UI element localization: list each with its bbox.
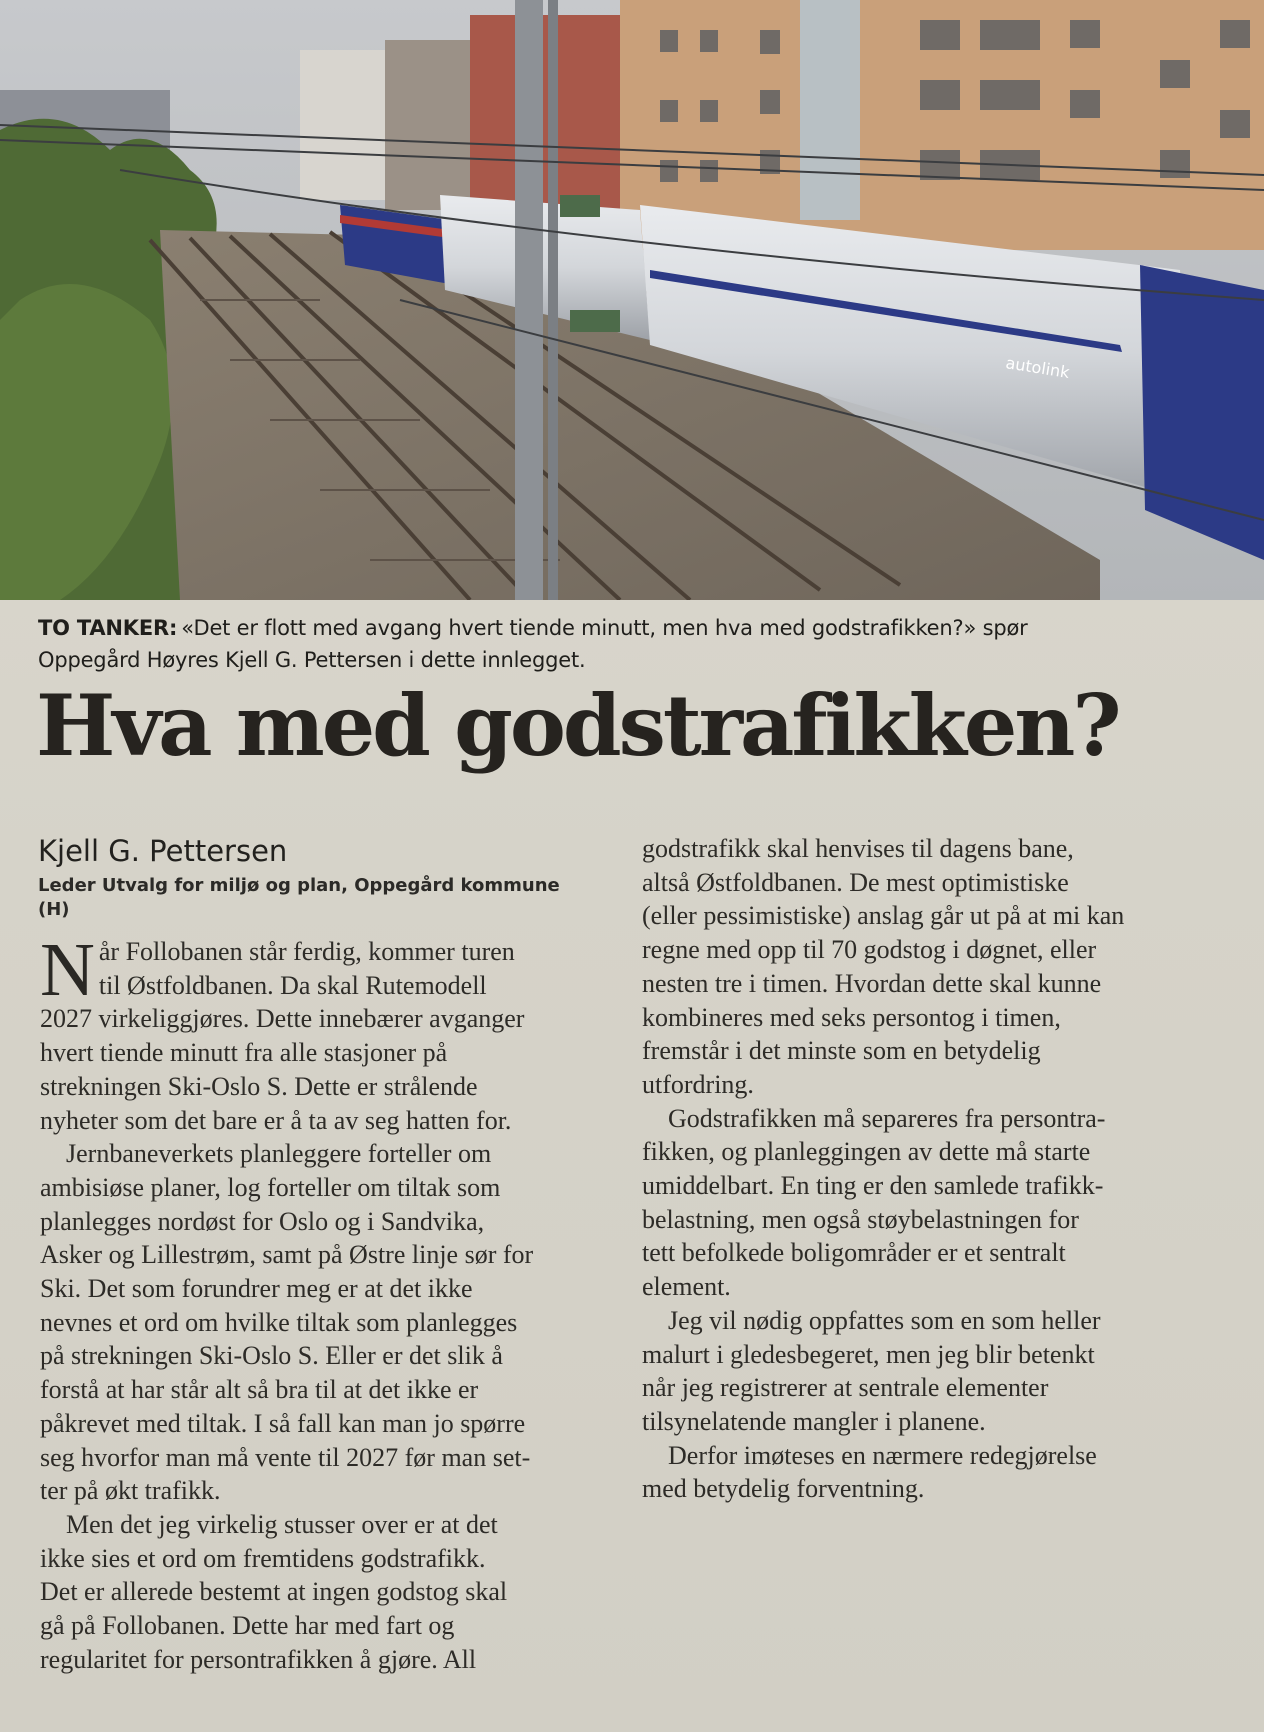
author-role-line-1: Leder Utvalg for miljø og plan, Oppegård kommune xyxy=(38,875,560,896)
text-line: Derfor imøteses en nærmere redegjørelse xyxy=(668,1440,1097,1470)
paragraph-4 xyxy=(642,832,1242,1102)
text-line: nesten tre i timen. Hvordan dette skal kunne xyxy=(642,968,1102,998)
text-line: godstrafikk skal henvises til dagens bane, xyxy=(642,834,1074,863)
text-line: til Østfoldbanen. Da skal Rutemodell xyxy=(98,970,487,1000)
text-line: ambisiøse planer, log forteller om tiltak som xyxy=(40,1172,501,1202)
text-line: ikke sies et ord om fremtidens godstrafikk. xyxy=(40,1543,486,1573)
text-line: nevnes et ord om hvilke tiltak som planlegges xyxy=(40,1307,518,1337)
text-line: tett befolkede boligområder er et sentralt xyxy=(642,1238,1066,1268)
caption-lead: TO TANKER: xyxy=(38,616,178,640)
text-line: strekningen Ski-Oslo S. Dette er strålende xyxy=(40,1071,478,1101)
text-line: år Follobanen står ferdig, kommer turen xyxy=(98,937,515,966)
text-line: Jernbaneverkets planleggere forteller om xyxy=(66,1139,492,1169)
train-photo xyxy=(0,0,1264,600)
text-line: fremstår i det minste som en betydelig xyxy=(642,1036,1041,1066)
caption-text-2: Oppegård Høyres Kjell G. Pettersen i dette innlegget. xyxy=(38,648,586,672)
text-line: umiddelbart. En ting er den samlede trafikk- xyxy=(642,1171,1104,1201)
text-line: Godstrafikken må separeres fra persontra- xyxy=(668,1103,1106,1133)
text-line: Det er allerede bestemt at ingen godstog skal xyxy=(40,1577,508,1607)
author-name: Kjell G. Pettersen xyxy=(38,834,288,868)
text-line: (eller pessimistiske) anslag går ut på at mi kan xyxy=(642,901,1125,931)
train-photo-illustration xyxy=(0,0,1264,600)
text-line: element. xyxy=(642,1272,731,1302)
wagon-logo-text: autolink xyxy=(1004,353,1071,383)
text-line: belastning, men også støybelastningen for xyxy=(642,1204,1079,1234)
photo-caption xyxy=(38,612,1218,676)
paragraph-1 xyxy=(40,928,630,1137)
author-role xyxy=(38,874,618,922)
text-line: regne med opp til 70 godstog i døgnet, eller xyxy=(642,935,1097,965)
text-line: utfordring. xyxy=(642,1069,754,1099)
text-line: når jeg registrerer at sentrale elementer xyxy=(642,1373,1049,1403)
text-line: malurt i gledesbegeret, men jeg blir betenkt xyxy=(642,1339,1095,1369)
text-line: planlegges nordøst for Oslo og i Sandvika, xyxy=(40,1206,485,1236)
paragraph-5 xyxy=(642,1102,1242,1304)
text-line: forstå at har står alt så bra til at det ikke er xyxy=(40,1375,479,1405)
author-role-line-2: (H) xyxy=(38,899,70,920)
paragraph-6 xyxy=(642,1304,1242,1439)
text-line: regularitet for persontrafikken å gjøre. All xyxy=(40,1644,477,1674)
text-line: Asker og Lillestrøm, samt på Østre linje sør for xyxy=(40,1240,534,1270)
text-line: nyheter som det bare er å ta av seg hatten for. xyxy=(40,1105,512,1135)
text-line: altså Østfoldbanen. De mest optimistiske xyxy=(642,867,1069,897)
article-headline: Hva med godstrafikken? xyxy=(36,676,1119,775)
byline xyxy=(38,832,618,922)
text-line: med betydelig forventning. xyxy=(642,1474,925,1504)
article-column-2 xyxy=(642,832,1242,1506)
text-line: Jeg vil nødig oppfattes som en som heller xyxy=(668,1305,1101,1335)
text-line: på strekningen Ski-Oslo S. Eller er det slik å xyxy=(40,1341,503,1371)
text-line: hvert tiende minutt fra alle stasjoner på xyxy=(40,1038,448,1068)
text-line: 2027 virkeliggjøres. Dette innebærer avganger xyxy=(40,1004,525,1034)
paragraph-2 xyxy=(40,1137,630,1508)
text-line: fikken, og planleggingen av dette må starte xyxy=(642,1137,1091,1167)
text-line: Men det jeg virkelig stusser over er at det xyxy=(66,1509,498,1539)
article-column-1 xyxy=(40,928,630,1676)
text-line: gå på Follobanen. Dette har med fart og xyxy=(40,1611,455,1641)
text-line: ter på økt trafikk. xyxy=(40,1476,221,1506)
text-line: påkrevet med tiltak. I så fall kan man jo spørre xyxy=(40,1408,526,1438)
text-line: seg hvorfor man må vente til 2027 før man set- xyxy=(40,1442,531,1472)
caption-text: «Det er flott med avgang hvert tiende minutt, men hva med godstrafikken?» spør xyxy=(181,616,1028,640)
paragraph-3 xyxy=(40,1508,630,1677)
drop-cap: N xyxy=(40,928,95,1012)
paragraph-7 xyxy=(642,1439,1242,1506)
text-line: tilsynelatende mangler i planene. xyxy=(642,1406,986,1436)
text-line: kombineres med seks persontog i timen, xyxy=(642,1002,1061,1032)
text-line: Ski. Det som forundrer meg er at det ikke xyxy=(40,1274,473,1304)
